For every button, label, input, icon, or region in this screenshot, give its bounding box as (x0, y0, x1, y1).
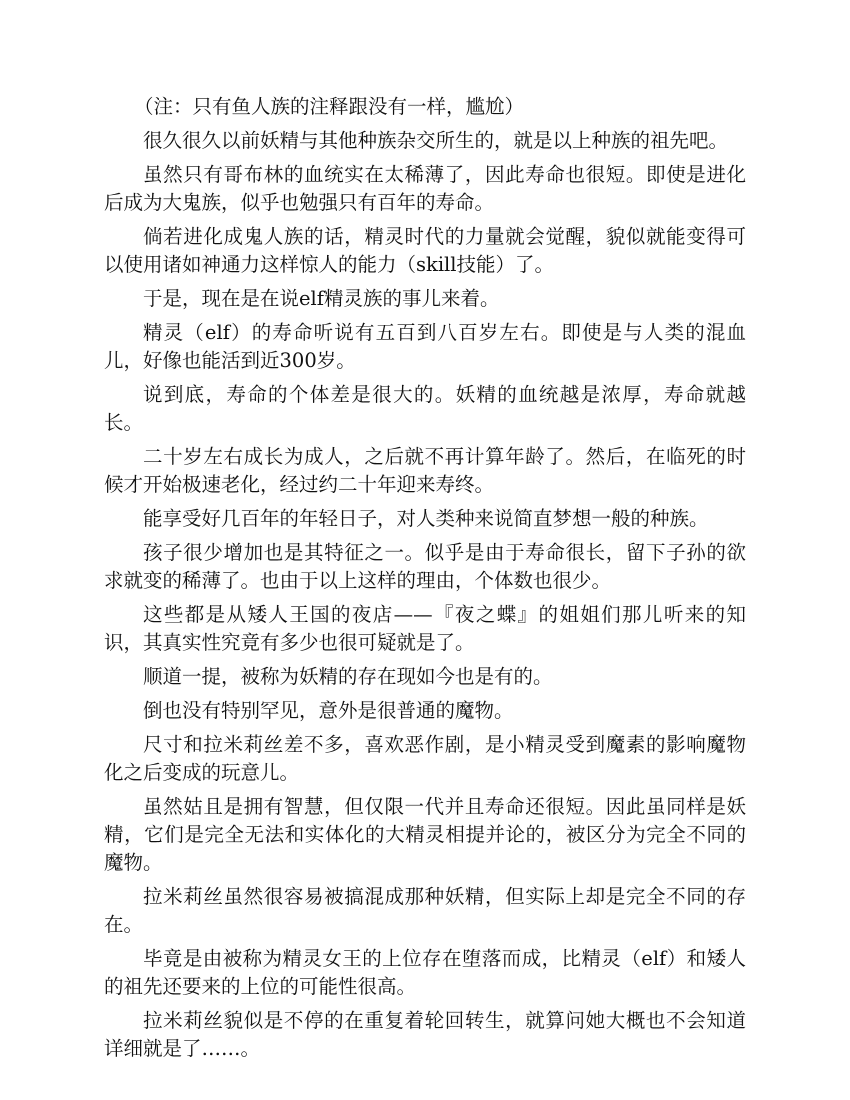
paragraph: 倘若进化成鬼人族的话，精灵时代的力量就会觉醒，貌似就能变得可以使用诸如神通力这样惊人的能力（skill技能）了。 (104, 225, 746, 276)
paragraph: 拉米莉丝虽然很容易被搞混成那种妖精，但实际上却是完全不同的存在。 (104, 885, 746, 936)
paragraph: 虽然姑且是拥有智慧，但仅限一代并且寿命还很短。因此虽同样是妖精，它们是完全无法和实体化的大精灵相提并论的，被区分为完全不同的魔物。 (104, 795, 746, 874)
paragraph: 说到底，寿命的个体差是很大的。妖精的血统越是浓厚，寿命就越长。 (104, 383, 746, 434)
paragraph: 倒也没有特别罕见，意外是很普通的魔物。 (143, 699, 514, 722)
paragraph: 孩子很少增加也是其特征之一。似乎是由于寿命很长，留下子孙的欲求就变的稀薄了。也由于以上这样的理由，个体数也很少。 (104, 541, 746, 592)
paragraph: 能享受好几百年的年轻日子，对人类种来说简直梦想一般的种族。 (143, 507, 709, 530)
paragraph: 尺寸和拉米莉丝差不多，喜欢恶作剧，是小精灵受到魔素的影响魔物化之后变成的玩意儿。 (104, 733, 746, 784)
document-body (104, 93, 746, 1069)
paragraph-note: （注：只有鱼人族的注释跟没有一样，尴尬） (134, 95, 525, 118)
paragraph: 虽然只有哥布林的血统实在太稀薄了，因此寿命也很短。即使是进化后成为大鬼族，似乎也勉强只有百年的寿命。 (104, 163, 746, 214)
paragraph: 拉米莉丝貌似是不停的在重复着轮回转生，就算问她大概也不会知道详细就是了……。 (104, 1009, 746, 1060)
paragraph: 于是，现在是在说elf精灵族的事儿来着。 (143, 287, 500, 310)
paragraph: 毕竟是由被称为精灵女王的上位存在堕落而成，比精灵（elf）和矮人的祖先还要来的上位的可能性很高。 (104, 947, 746, 998)
paragraph: 这些都是从矮人王国的夜店——『夜之蝶』的姐姐们那儿听来的知识，其真实性究竟有多少也很可疑就是了。 (104, 603, 746, 654)
paragraph: 二十岁左右成长为成人，之后就不再计算年龄了。然后，在临死的时候才开始极速老化，经过约二十年迎来寿终。 (104, 445, 746, 496)
paragraph: 精灵（elf）的寿命听说有五百到八百岁左右。即使是与人类的混血儿，好像也能活到近300岁。 (104, 321, 746, 372)
paragraph: 很久很久以前妖精与其他种族杂交所生的，就是以上种族的祖先吧。 (143, 129, 729, 152)
paragraph: 顺道一提，被称为妖精的存在现如今也是有的。 (143, 665, 553, 688)
